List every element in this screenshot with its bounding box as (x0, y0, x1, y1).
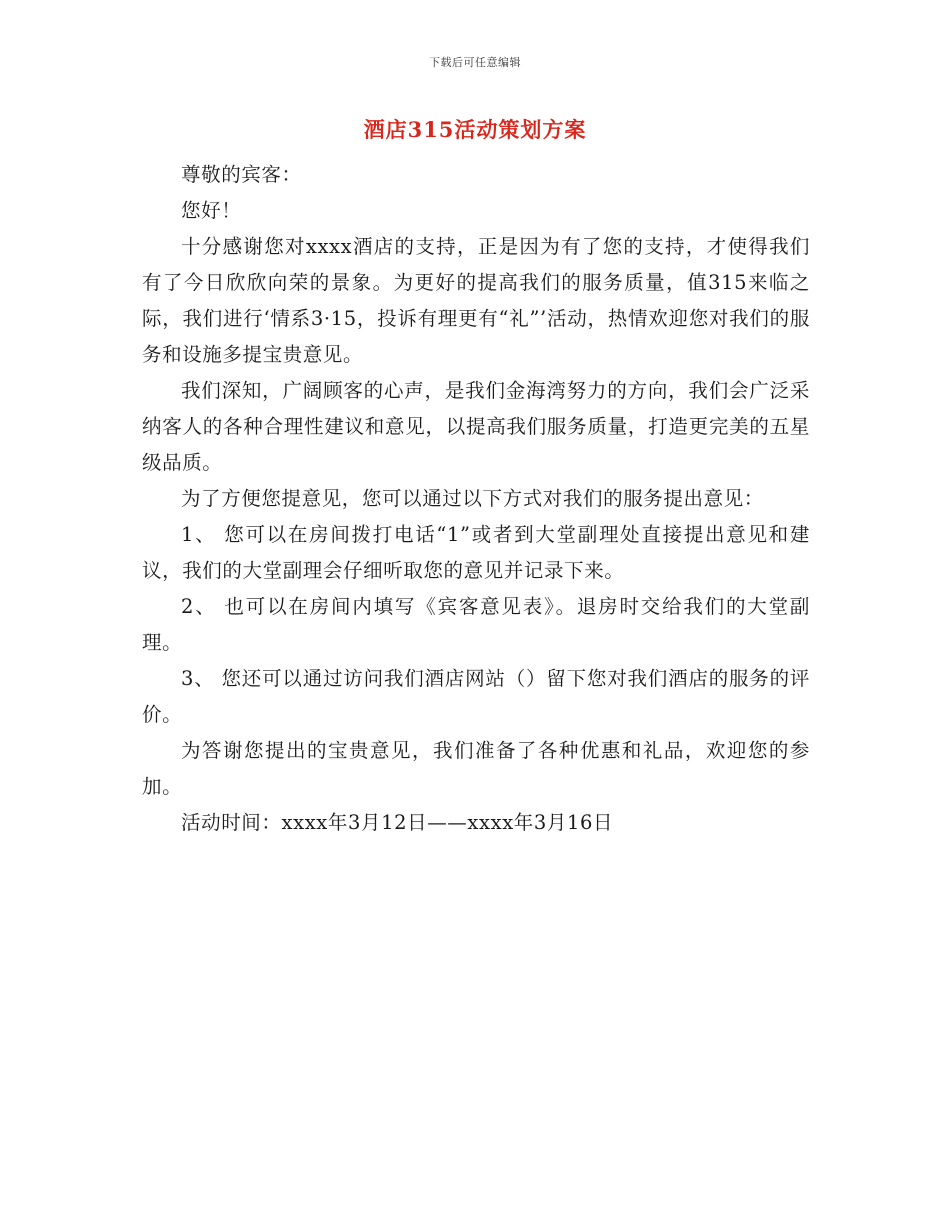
list-item-website: 3、 您还可以通过访问我们酒店网站（）留下您对我们酒店的服务的评价。 (142, 667, 810, 726)
page-header-note: 下载后可任意编辑 (429, 56, 521, 69)
list-item-phone: 1、 您可以在房间拨打电话“1”或者到大堂副理处直接提出意见和建议，我们的大堂副理会仔细听取您的意见并记录下来。 (142, 523, 810, 582)
list-item-form: 2、 也可以在房间内填写《宾客意见表》。退房时交给我们的大堂副理。 (142, 595, 810, 654)
greeting: 您好！ (181, 199, 242, 222)
salutation: 尊敬的宾客： (181, 163, 302, 186)
document-body (142, 157, 810, 841)
paragraph-thanks: 十分感谢您对xxxx酒店的支持，正是因为有了您的支持，才使得我们有了今日欣欣向荣的景象。为更好的提高我们的服务质量，值315来临之际，我们进行‘情系3·15，投诉有理更有“礼”’活动，热情欢迎您对我们的服务和设施多提宝贵意见。 (142, 235, 810, 366)
paragraph-commitment: 我们深知，广阔顾客的心声，是我们金海湾努力的方向，我们会广泛采纳客人的各种合理性建议和意见，以提高我们服务质量，打造更完美的五星级品质。 (142, 379, 810, 474)
paragraph-rewards: 为答谢您提出的宝贵意见，我们准备了各种优惠和礼品，欢迎您的参加。 (142, 739, 810, 798)
event-time: 活动时间：xxxx年3月12日——xxxx年3月16日 (181, 811, 614, 834)
document-title: 酒店315活动策划方案 (363, 117, 587, 142)
paragraph-methods-intro: 为了方便您提意见，您可以通过以下方式对我们的服务提出意见： (181, 487, 764, 510)
